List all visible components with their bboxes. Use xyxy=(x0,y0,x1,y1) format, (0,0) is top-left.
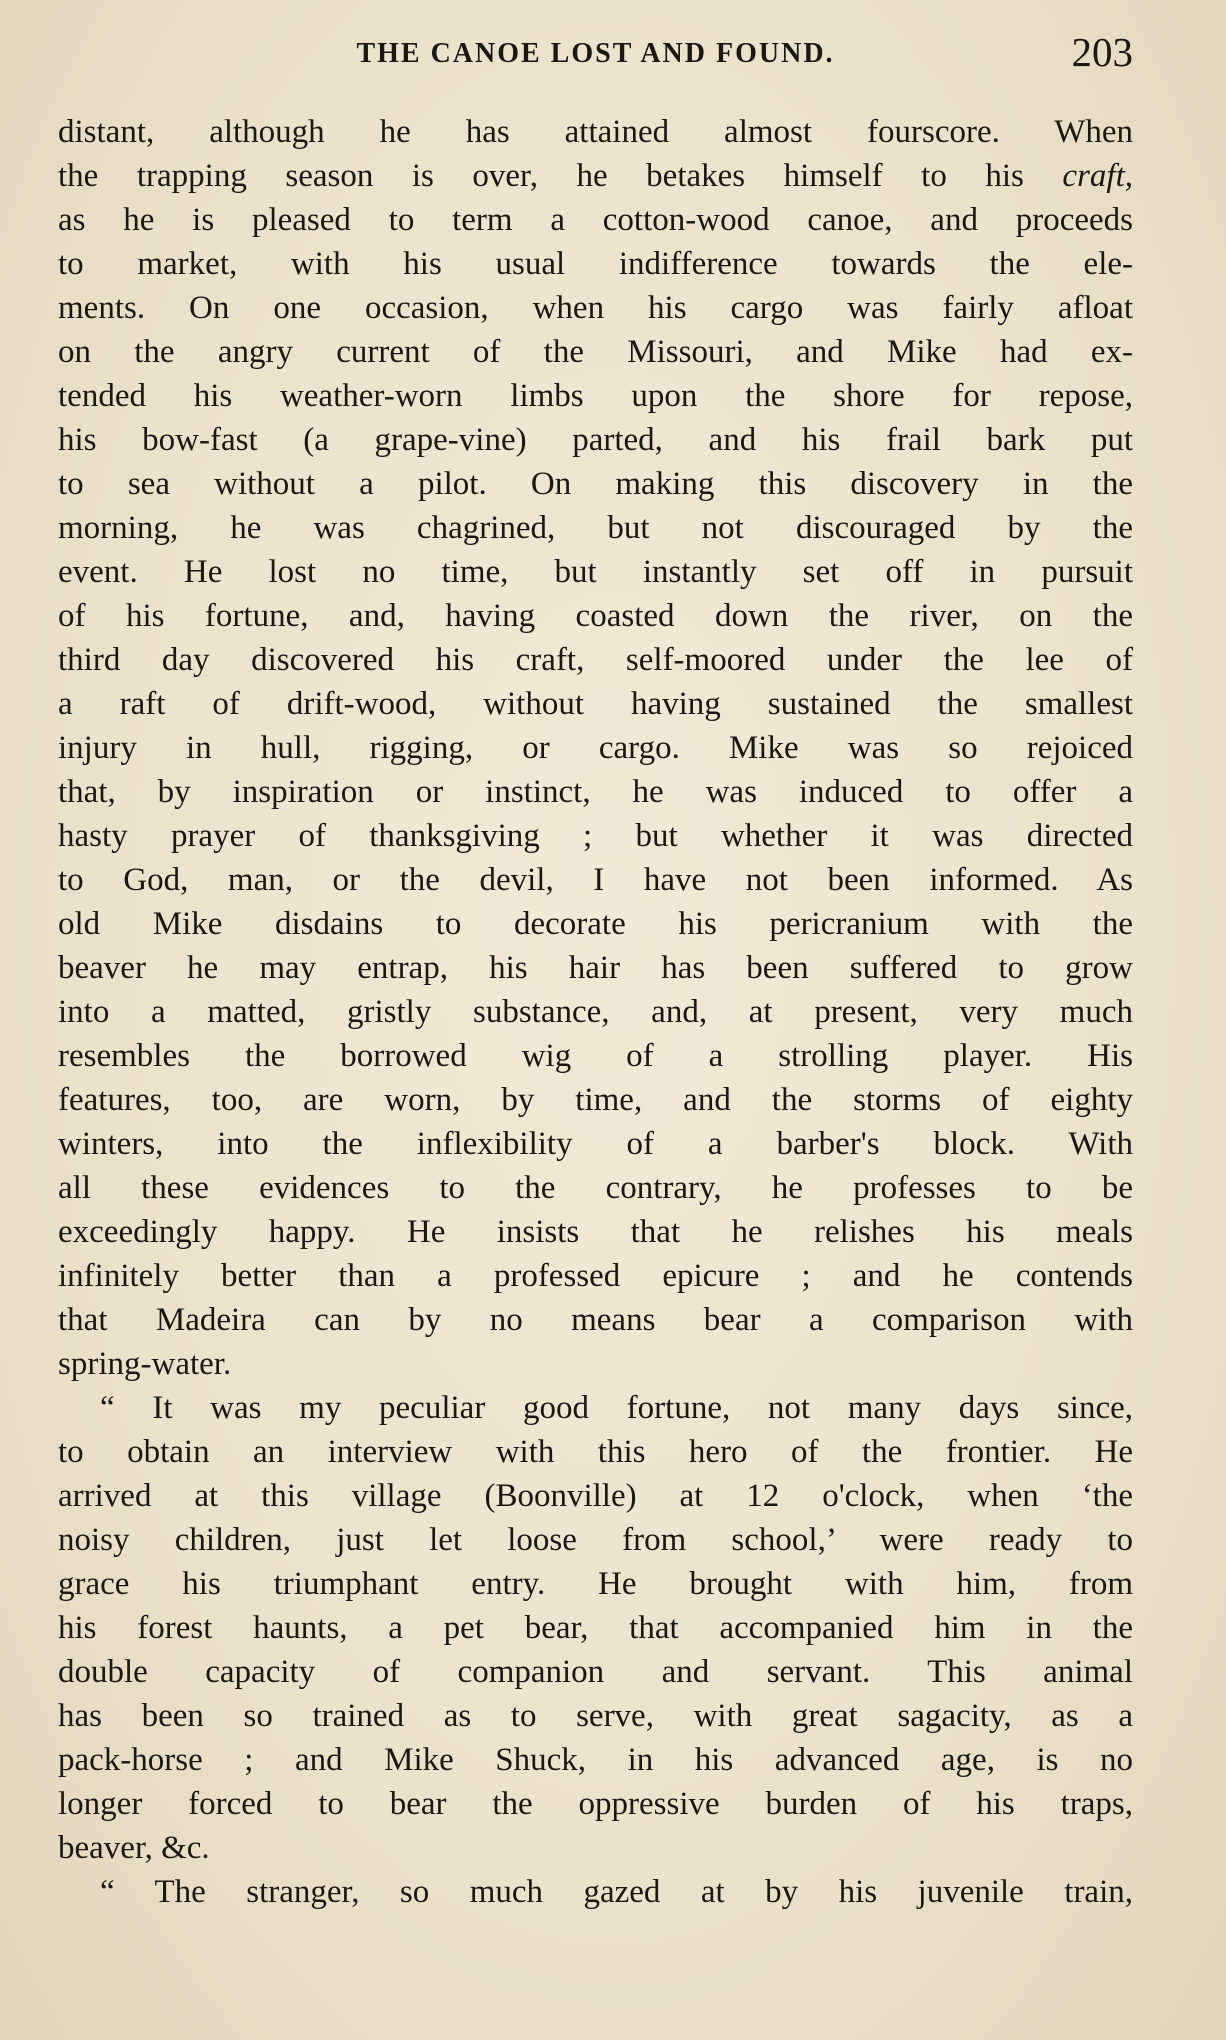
text-line: has been so trained as to serve, with great sagacity, as a xyxy=(58,1698,1133,1734)
text-line: longer forced to bear the oppressive burden of his traps, xyxy=(58,1786,1133,1822)
text-line: beaver he may entrap, his hair has been suffered to grow xyxy=(58,950,1133,986)
text-line: double capacity of companion and servant. This animal xyxy=(58,1654,1133,1690)
text-line: infinitely better than a professed epicure ; and he contends xyxy=(58,1258,1133,1294)
text-line: event. He lost no time, but instantly set off in pursuit xyxy=(58,554,1133,590)
page-number: 203 xyxy=(1071,29,1133,75)
text-line: to God, man, or the devil, I have not been informed. As xyxy=(58,862,1133,898)
text-line: to obtain an interview with this hero of the frontier. He xyxy=(58,1434,1133,1470)
text-line: as he is pleased to term a cotton-wood canoe, and proceeds xyxy=(58,202,1133,238)
text-line: a raft of drift-wood, without having sustained the smallest xyxy=(58,686,1133,722)
text-line: old Mike disdains to decorate his pericranium with the xyxy=(58,906,1133,942)
text-line: into a matted, gristly substance, and, at present, very much xyxy=(58,994,1133,1030)
text-line: morning, he was chagrined, but not discouraged by the xyxy=(58,510,1133,546)
text-line: grace his triumphant entry. He brought with him, from xyxy=(58,1566,1133,1602)
text-line: third day discovered his craft, self-moored under the lee of xyxy=(58,642,1133,678)
text-line: features, too, are worn, by time, and the storms of eighty xyxy=(58,1082,1133,1118)
running-head xyxy=(58,28,1133,78)
text-line: all these evidences to the contrary, he professes to be xyxy=(58,1170,1133,1206)
italic-word: craft, xyxy=(1062,158,1133,194)
text-line: to market, with his usual indifference towards the ele- xyxy=(58,246,1133,282)
text-line: that Madeira can by no means bear a comparison with xyxy=(58,1302,1133,1338)
text-line: his bow-fast (a grape-vine) parted, and his frail bark put xyxy=(58,422,1133,458)
text-line: ments. On one occasion, when his cargo was fairly afloat xyxy=(58,290,1133,326)
text-line: pack-horse ; and Mike Shuck, in his advanced age, is no xyxy=(58,1742,1133,1778)
text-line: his forest haunts, a pet bear, that accompanied him in the xyxy=(58,1610,1133,1646)
text-line: that, by inspiration or instinct, he was induced to offer a xyxy=(58,774,1133,810)
text-line: arrived at this village (Boonville) at 12 o'clock, when ‘the xyxy=(58,1478,1133,1514)
body-text xyxy=(58,110,1133,1914)
text-line: exceedingly happy. He insists that he relishes his meals xyxy=(58,1214,1133,1250)
text-line: “ It was my peculiar good fortune, not many days since, xyxy=(100,1390,1133,1426)
text-line: on the angry current of the Missouri, and Mike had ex- xyxy=(58,334,1133,370)
text-line: the trapping season is over, he betakes himself to his craft, xyxy=(58,158,1133,194)
text-line: noisy children, just let loose from school,’ were ready to xyxy=(58,1522,1133,1558)
text-line: distant, although he has attained almost fourscore. When xyxy=(58,114,1133,150)
text-line: tended his weather-worn limbs upon the shore for repose, xyxy=(58,378,1133,414)
text-line: injury in hull, rigging, or cargo. Mike was so rejoiced xyxy=(58,730,1133,766)
text-line: resembles the borrowed wig of a strolling player. His xyxy=(58,1038,1133,1074)
text-line: spring-water. xyxy=(58,1346,232,1382)
running-head-title: THE CANOE LOST AND FOUND. xyxy=(356,38,835,69)
text-line: beaver, &c. xyxy=(58,1830,210,1866)
text-line: to sea without a pilot. On making this discovery in the xyxy=(58,466,1133,502)
text-line: hasty prayer of thanksgiving ; but whether it was directed xyxy=(58,818,1133,854)
text-line: of his fortune, and, having coasted down the river, on the xyxy=(58,598,1133,634)
text-line: “ The stranger, so much gazed at by his juvenile train, xyxy=(100,1874,1133,1910)
text-line: winters, into the inflexibility of a barber's block. With xyxy=(58,1126,1133,1162)
